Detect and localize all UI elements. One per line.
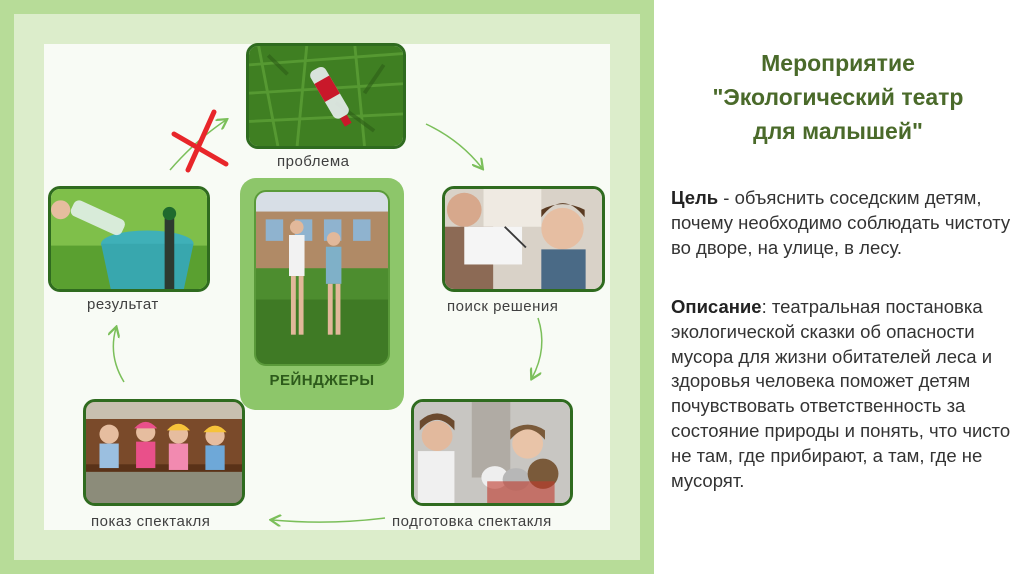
title-line: "Экологический театр (712, 84, 964, 110)
cross-icon (174, 112, 226, 170)
step-caption-result: результат (87, 296, 159, 313)
description-text: : театральная постановка экологической сказки об опасности мусора для жизни обитателей леса и здоровья человека поможет детям почувствовать ответственность за состояние природы и понять, что чисто не там, где прибирают, а там, где не мусорят. (671, 296, 1011, 491)
arrow-problem-to-solution (426, 124, 482, 168)
slide-title (668, 46, 1008, 148)
step-caption-problem: проблема (277, 153, 350, 170)
arrow-preparation-to-performance (272, 518, 385, 522)
goal-text: - объяснить соседским детям, почему необходимо соблюдать чистоту во дворе, на улице, в лесу. (671, 187, 1011, 258)
center-label: РЕЙНДЖЕРЫ (269, 372, 375, 389)
title-line: для малышей" (753, 118, 923, 144)
step-caption-performance: показ спектакля (91, 513, 211, 530)
step-caption-preparation: подготовка спектакля (392, 513, 552, 530)
arrow-solution-to-preparation (532, 318, 542, 378)
title-line: Мероприятие (761, 50, 915, 76)
step-caption-solution: поиск решения (447, 298, 559, 315)
description-paragraph (671, 295, 1016, 493)
arrow-performance-to-result (113, 328, 124, 382)
goal-paragraph (671, 186, 1016, 260)
description-label: Описание (671, 296, 762, 317)
goal-label: Цель (671, 187, 719, 208)
